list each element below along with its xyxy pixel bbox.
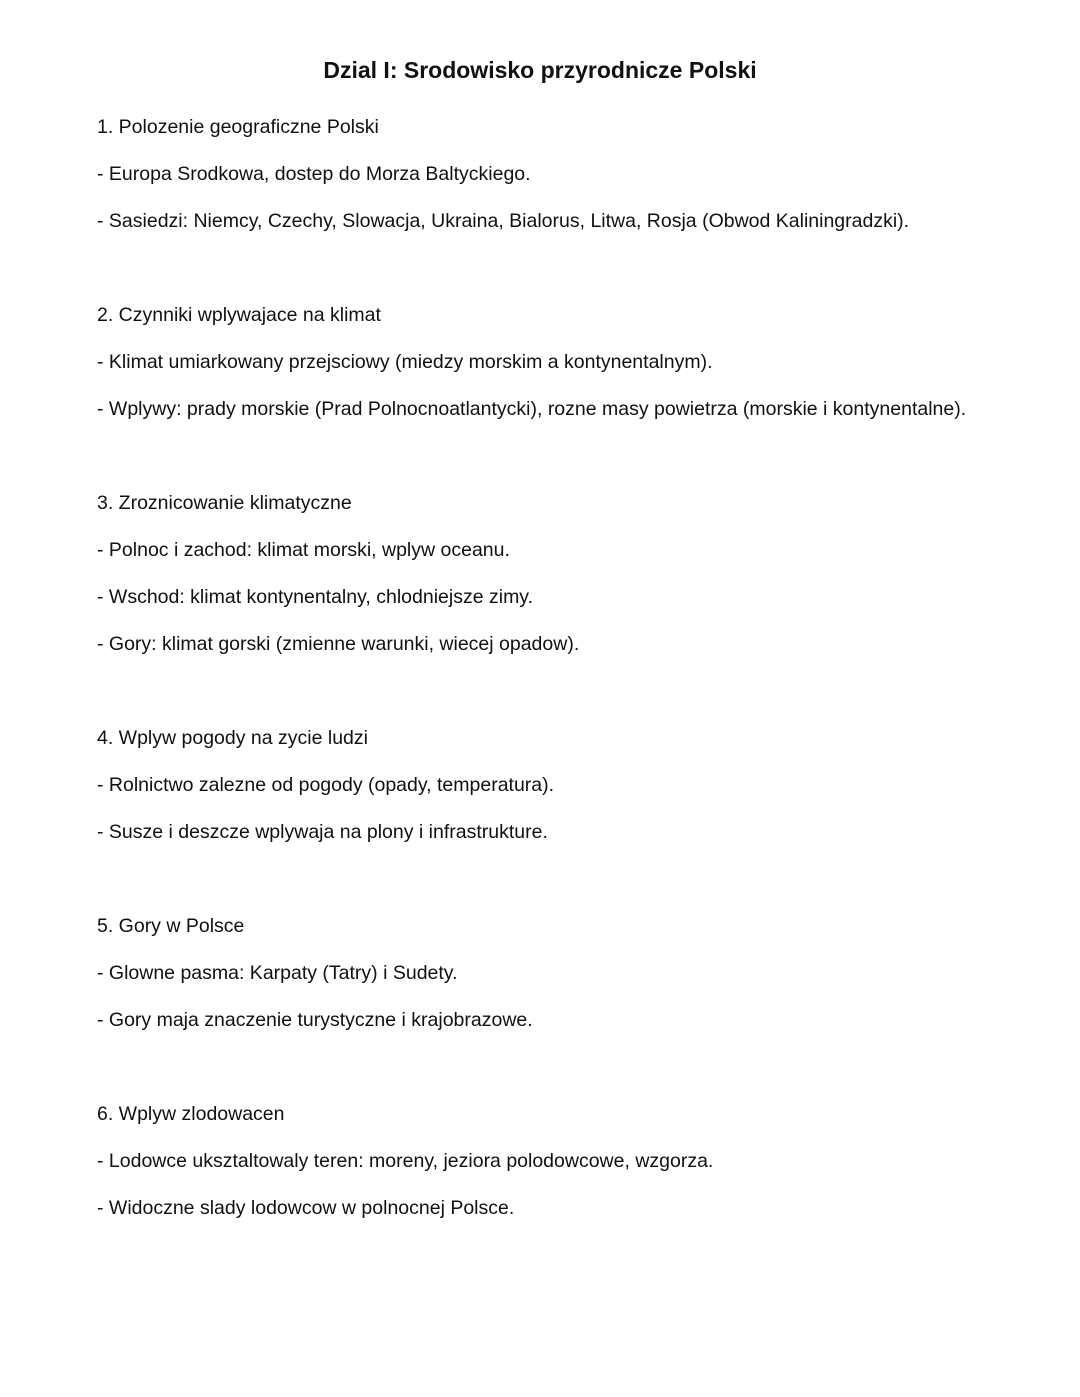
- section-heading: 6. Wplyw zlodowacen: [97, 1103, 285, 1125]
- section-heading: 5. Gory w Polsce: [97, 915, 245, 937]
- bullet-item: - Rolnictwo zalezne od pogody (opady, temperatura).: [97, 774, 555, 796]
- bullet-item: - Europa Srodkowa, dostep do Morza Baltyckiego.: [97, 163, 531, 185]
- section-2-climate-factors: [97, 292, 1037, 433]
- bullet-item: - Lodowce uksztaltowaly teren: moreny, jeziora polodowcowe, wzgorza.: [97, 1150, 714, 1172]
- section-heading: 2. Czynniki wplywajace na klimat: [97, 304, 381, 326]
- document-title: Dzial I: Srodowisko przyrodnicze Polski: [323, 57, 757, 83]
- section-heading: 3. Zroznicowanie klimatyczne: [97, 492, 352, 514]
- document-body: [97, 104, 1037, 1279]
- bullet-item: - Sasiedzi: Niemcy, Czechy, Slowacja, Ukraina, Bialorus, Litwa, Rosja (Obwod Kaliningradzki).: [97, 210, 910, 232]
- bullet-item: - Glowne pasma: Karpaty (Tatry) i Sudety.: [97, 962, 458, 984]
- bullet-item: - Gory maja znaczenie turystyczne i krajobrazowe.: [97, 1009, 533, 1031]
- section-3-climate-diversity: [97, 480, 1037, 668]
- section-heading: 4. Wplyw pogody na zycie ludzi: [97, 727, 368, 749]
- section-1-geographic-location: [97, 104, 1037, 245]
- bullet-item: - Gory: klimat gorski (zmienne warunki, wiecej opadow).: [97, 633, 580, 655]
- section-5-mountains: [97, 903, 1037, 1044]
- bullet-item: - Widoczne slady lodowcow w polnocnej Polsce.: [97, 1197, 515, 1219]
- section-6-glaciation-impact: [97, 1091, 1037, 1232]
- section-heading: 1. Polozenie geograficzne Polski: [97, 116, 379, 138]
- section-4-weather-impact: [97, 715, 1037, 856]
- bullet-item: - Susze i deszcze wplywaja na plony i infrastrukture.: [97, 821, 548, 843]
- bullet-item: - Klimat umiarkowany przejsciowy (miedzy morskim a kontynentalnym).: [97, 351, 713, 373]
- bullet-item: - Polnoc i zachod: klimat morski, wplyw oceanu.: [97, 539, 510, 561]
- bullet-item: - Wschod: klimat kontynentalny, chlodniejsze zimy.: [97, 586, 534, 608]
- bullet-item: - Wplywy: prady morskie (Prad Polnocnoatlantycki), rozne masy powietrza (morskie i kontynentalne).: [97, 398, 967, 420]
